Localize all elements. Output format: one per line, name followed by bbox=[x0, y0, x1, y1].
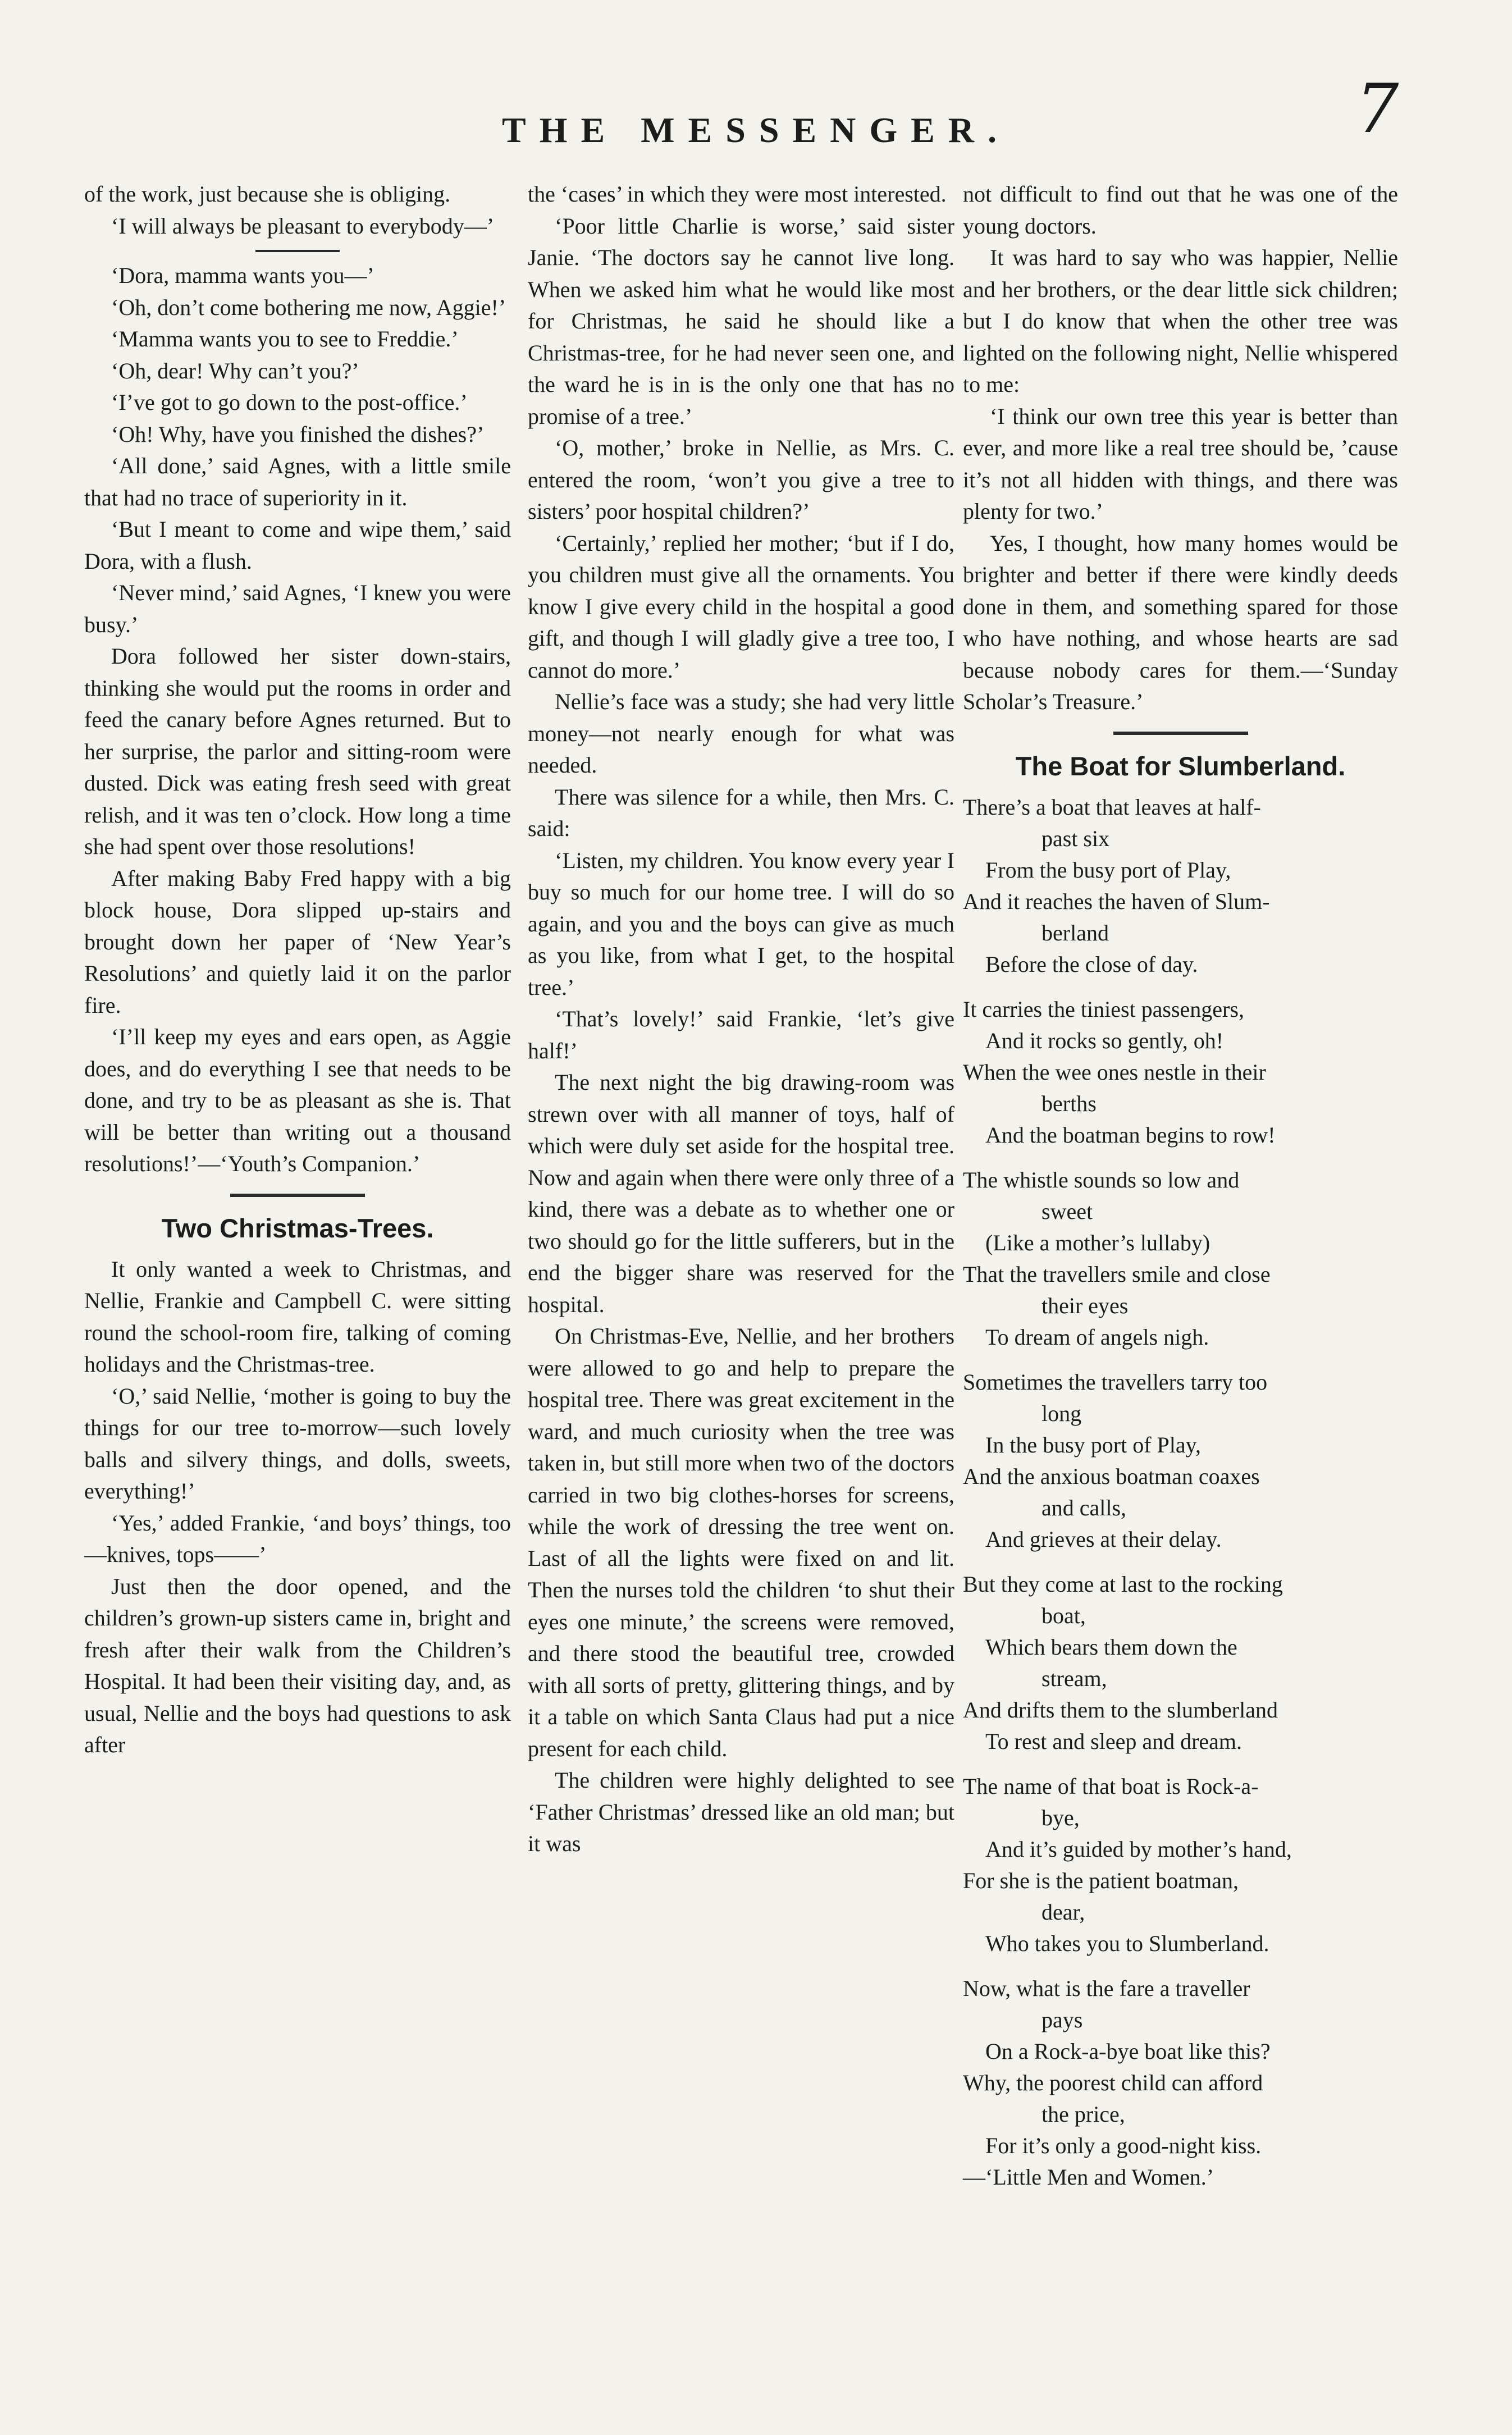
paragraph: ‘Poor little Charlie is worse,’ said sister Janie. ‘The doctors say he cannot live long. When we asked him what he would like most for Christmas, he said he should like a Christmas-tree, for he had never seen one, and the ward he is in is the only one that has no promise of a tree.’ bbox=[528, 213, 954, 429]
paragraph: After making Baby Fred happy with a big block house, Dora slipped up-stairs and brought down her paper of ‘New Year’s Resolutions’ and quietly laid it on the parlor fire. bbox=[84, 865, 511, 1018]
paragraph: ‘O, mother,’ broke in Nellie, as Mrs. C. entered the room, ‘won’t you give a tree to sisters’ poor hospital children?’ bbox=[528, 435, 954, 524]
page-number: 7 bbox=[1356, 70, 1399, 148]
poem-line: Which bears them down the bbox=[985, 1634, 1237, 1660]
paragraph: It only wanted a week to Christmas, and Nellie, Frankie and Campbell C. were sitting round the school-room fire, talking of coming holidays and the Christmas-tree. bbox=[84, 1256, 511, 1377]
paragraph: On Christmas-Eve, Nellie, and her brothers were allowed to go and help to prepare the hospital tree. There was great excitement in the ward, and much curiosity when the tree was taken in, but still more when two of the doctors carried in two big clothes-horses for screens, while the work of dressing the tree went on. Last of all the lights were fixed on and lit. Then the nurses told the children ‘to shut their eyes one minute,’ the screens were removed, and there stood the beautiful tree, crowded with all sorts of pretty, glittering things, and by it a table on which Santa Claus had put a nice present for each child. bbox=[528, 1323, 954, 1761]
poem-line: It carries the tiniest passengers, bbox=[963, 996, 1244, 1022]
poem-boat-for-slumberland bbox=[963, 792, 1398, 2193]
paragraph: not difficult to find out that he was one of the young doctors. bbox=[963, 181, 1398, 239]
poem-line: Before the close of day. bbox=[985, 951, 1198, 977]
two-christmas-trees-part-1 bbox=[84, 1254, 511, 1761]
paragraph: ‘Oh, dear! Why can’t you?’ bbox=[111, 358, 359, 383]
poem-line: That the travellers smile and close bbox=[963, 1261, 1271, 1287]
poem-line: The name of that boat is Rock-a- bbox=[963, 1773, 1259, 1799]
article-title-boat-for-slumberland: The Boat for Slumberland. bbox=[1015, 751, 1346, 781]
poem-stanza bbox=[963, 792, 1398, 980]
poem-stanza bbox=[963, 1771, 1398, 1959]
poem-line: past six bbox=[1042, 825, 1110, 851]
paragraph: ‘I’ll keep my eyes and ears open, as Aggie does, and do everything I see that needs to be done, and try to be as pleasant as she is. That will be better than writing out a thousand resolutions!’—‘Youth’s Companion.’ bbox=[84, 1024, 511, 1176]
poem-stanza bbox=[963, 1164, 1398, 1353]
paragraph: ‘Oh, don’t come bothering me now, Aggie!’ bbox=[111, 294, 506, 320]
poem-line: stream, bbox=[1042, 1665, 1107, 1691]
paragraph: There was silence for a while, then Mrs. C. said: bbox=[528, 784, 954, 841]
paragraph: ‘Mamma wants you to see to Freddie.’ bbox=[111, 326, 459, 351]
poem-stanza bbox=[963, 1973, 1398, 2193]
paragraph: ‘But I meant to come and wipe them,’ said Dora, with a flush. bbox=[84, 517, 511, 574]
poem-line: bye, bbox=[1042, 1804, 1080, 1830]
poem-stanza bbox=[963, 1367, 1398, 1555]
poem-line: And drifts them to the slumberland bbox=[963, 1697, 1278, 1723]
paragraph: It was hard to say who was happier, Nellie and her brothers, or the dear little sick children; but I do know that when the other tree was lighted on the following night, Nellie whispered to me: bbox=[963, 245, 1398, 397]
poem-line: boat, bbox=[1042, 1602, 1086, 1628]
poem-line: In the busy port of Play, bbox=[985, 1432, 1202, 1458]
poem-line: long bbox=[1042, 1400, 1082, 1426]
poem-line: There’s a boat that leaves at half- bbox=[963, 794, 1261, 820]
poem-line: Why, the poorest child can afford bbox=[963, 2069, 1263, 2095]
poem-line: For she is the patient boatman, bbox=[963, 1867, 1239, 1893]
poem-line: The whistle sounds so low and bbox=[963, 1167, 1240, 1193]
poem-line: pays bbox=[1042, 2007, 1083, 2032]
masthead-title: THE MESSENGER. bbox=[501, 110, 1011, 150]
dialogue-separator bbox=[255, 250, 340, 252]
two-christmas-trees-part-3 bbox=[963, 179, 1398, 718]
poem-line: Who takes you to Slumberland. bbox=[985, 1930, 1269, 1956]
paragraph: Just then the door opened, and the children’s grown-up sisters came in, bright and fresh after their walk from the Children’s Hospital. It had been their visiting day, and, as usual, Nellie and the boys had questions to ask after bbox=[84, 1573, 511, 1757]
poem-line: Sometimes the travellers tarry too bbox=[963, 1369, 1268, 1395]
paragraph: ‘Dora, mamma wants you—’ bbox=[111, 263, 374, 288]
paragraph: ‘I’ve got to go down to the post-office.’ bbox=[111, 390, 468, 415]
poem-line: —‘Little Men and Women.’ bbox=[963, 2164, 1214, 2190]
poem-line: To rest and sleep and dream. bbox=[985, 1728, 1243, 1754]
poem-stanza bbox=[963, 994, 1398, 1151]
poem-line: and calls, bbox=[1042, 1495, 1127, 1520]
paragraph: ‘Listen, my children. You know every year I buy so much for our home tree. I will do so again, and you and the boys can give as much as you like, from what I get, to the hospital tree.’ bbox=[528, 847, 954, 1000]
poem-line: And it’s guided by mother’s hand, bbox=[985, 1836, 1292, 1862]
poem-line: To dream of angels nigh. bbox=[985, 1324, 1209, 1350]
paragraph: ‘That’s lovely!’ said Frankie, ‘let’s give half!’ bbox=[528, 1006, 954, 1063]
poem-line: dear, bbox=[1042, 1899, 1085, 1925]
poem-line: And it rocks so gently, oh! bbox=[985, 1027, 1224, 1053]
paragraph: ‘Never mind,’ said Agnes, ‘I knew you were busy.’ bbox=[84, 580, 511, 637]
poem-line: Now, what is the fare a traveller bbox=[963, 1975, 1250, 2001]
paragraph: Yes, I thought, how many homes would be brighter and better if there were kindly deeds done in them, and something spared for those who have nothing, and whose hearts are sad because nobody cares for them.—‘Sunday Scholar’s Treasure.’ bbox=[963, 530, 1398, 714]
poem-line: From the busy port of Play, bbox=[985, 857, 1231, 883]
poem-line: sweet bbox=[1042, 1198, 1093, 1224]
column-2 bbox=[528, 179, 954, 1860]
paragraph: Dora followed her sister down-stairs, thinking she would put the rooms in order and feed the canary before Agnes returned. But to her surprise, the parlor and sitting-room were dusted. Dick was eating fresh seed with great relish, and it was ten o’clock. How long a time she had spent over those resolutions! bbox=[84, 643, 511, 859]
paragraph: ‘Oh! Why, have you finished the dishes?’ bbox=[111, 421, 485, 447]
paragraph: The next night the big drawing-room was strewn over with all manner of toys, half of which were duly set aside for the hospital tree. Now and again when there were only three of a kind, there was a debate as to whether one or two should go for the little sufferers, but in the end the bigger share was reserved for the hospital. bbox=[528, 1070, 954, 1317]
paragraph: the ‘cases’ in which they were most interested. bbox=[528, 181, 947, 207]
paragraph: ‘All done,’ said Agnes, with a little smile that had no trace of superiority in it. bbox=[84, 453, 511, 510]
paragraph: of the work, just because she is obliging. bbox=[84, 181, 451, 207]
poem-line: berths bbox=[1042, 1090, 1097, 1116]
dora-story-end bbox=[84, 179, 511, 1180]
poem-line: And it reaches the haven of Slum- bbox=[963, 888, 1270, 914]
column-3 bbox=[963, 179, 1398, 2206]
two-christmas-trees-part-2 bbox=[528, 179, 954, 1860]
paragraph: ‘Certainly,’ replied her mother; ‘but if I do, you children must give all the ornaments. You know I give every child in the hospital a good gift, and though I will gladly give a tree too, I cannot do more.’ bbox=[528, 530, 954, 683]
poem-line: For it’s only a good-night kiss. bbox=[985, 2132, 1262, 2158]
paragraph: ‘I will always be pleasant to everybody—’ bbox=[111, 213, 495, 239]
poem-line: (Like a mother’s lullaby) bbox=[985, 1230, 1210, 1255]
article-title-two-christmas-trees: Two Christmas-Trees. bbox=[161, 1213, 434, 1243]
poem-line: And the anxious boatman coaxes bbox=[963, 1463, 1260, 1489]
article-separator bbox=[1113, 732, 1248, 735]
column-1 bbox=[84, 179, 511, 1761]
poem-line: berland bbox=[1042, 920, 1109, 945]
poem-line: But they come at last to the rocking bbox=[963, 1571, 1283, 1597]
poem-line: And the boatman begins to row! bbox=[985, 1122, 1276, 1148]
paragraph: ‘O,’ said Nellie, ‘mother is going to buy the things for our tree to-morrow—such lovely balls and silvery things, and dolls, sweets, everything!’ bbox=[84, 1383, 511, 1504]
paragraph: ‘Yes,’ added Frankie, ‘and boys’ things, too—knives, tops——’ bbox=[84, 1510, 511, 1567]
paragraph: The children were highly delighted to see ‘Father Christmas’ dressed like an old man; but it was bbox=[528, 1767, 954, 1856]
paragraph: Nellie’s face was a study; she had very little money—not nearly enough for what was needed. bbox=[528, 689, 954, 778]
paragraph: ‘I think our own tree this year is better than ever, and more like a real tree should be, ’cause it’s not all hidden with things, and there was plenty for two.’ bbox=[963, 403, 1398, 524]
poem-stanza bbox=[963, 1569, 1398, 1757]
poem-line: When the wee ones nestle in their bbox=[963, 1059, 1266, 1085]
poem-line: On a Rock-a-bye boat like this? bbox=[985, 2038, 1271, 2064]
article-separator bbox=[230, 1194, 365, 1197]
poem-line: the price, bbox=[1042, 2101, 1125, 2127]
poem-line: And grieves at their delay. bbox=[985, 1526, 1222, 1552]
poem-line: their eyes bbox=[1042, 1292, 1129, 1318]
